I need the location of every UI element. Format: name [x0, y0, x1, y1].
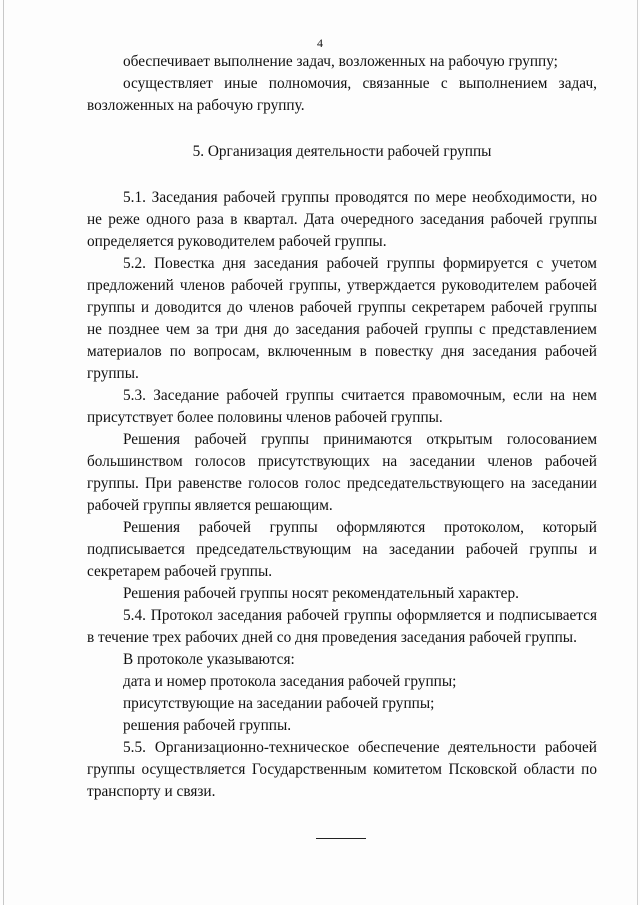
spacer: [87, 163, 597, 187]
spacer: [87, 117, 597, 141]
paragraph-voting: Решения рабочей группы принимаются открытым голосованием большинством голосов присутствующих на заседании членов рабочей группы. При равенстве голосов голос председательствующего на заседании рабочей группы является решающим.: [87, 431, 597, 514]
paragraph-5-2: 5.2. Повестка дня заседания рабочей группы формируется с учетом предложений членов рабочей группы, утверждается руководителем рабочей группы и доводится до членов рабочей группы секретарем рабочей группы не позднее чем за три дня до заседания рабочей группы с представлением материалов по вопросам, включенным в повестку дня заседания рабочей группы.: [87, 255, 597, 382]
paragraph-duty-2: осуществляет иные полномочия, связанные с выполнением задач, возложенных на рабочую группу.: [87, 75, 597, 114]
paragraph-5-3: 5.3. Заседание рабочей группы считается правомочным, если на нем присутствует более половины членов рабочей группы.: [87, 387, 597, 426]
paragraph-5-5: 5.5. Организационно-техническое обеспечение деятельности рабочей группы осуществляется Государственным комитетом Псковской области по транспорту и связи.: [87, 739, 597, 800]
document-body: [87, 51, 597, 803]
end-of-document-rule: [316, 838, 366, 839]
list-item-date-number: дата и номер протокола заседания рабочей группы;: [123, 673, 457, 690]
list-item-decisions: решения рабочей группы.: [123, 717, 292, 734]
paragraph-protocol: Решения рабочей группы оформляются протоколом, который подписывается председательствующим на заседании рабочей группы и секретарем рабочей группы.: [87, 519, 597, 580]
paragraph-advisory: Решения рабочей группы носят рекомендательный характер.: [123, 585, 519, 602]
section-title: 5. Организация деятельности рабочей группы: [192, 143, 492, 160]
paragraph-protocol-contents: В протоколе указываются:: [123, 651, 295, 668]
page-edge-left: [3, 0, 4, 905]
list-item-attendees: присутствующие на заседании рабочей группы;: [123, 695, 435, 712]
paragraph-duty-1: обеспечивает выполнение задач, возложенных на рабочую группу;: [123, 53, 558, 70]
paragraph-5-4: 5.4. Протокол заседания рабочей группы оформляется и подписывается в течение трех рабочих дней со дня проведения заседания рабочей группы.: [87, 607, 597, 646]
page-edge-right: [637, 0, 638, 905]
paragraph-5-1: 5.1. Заседания рабочей группы проводятся по мере необходимости, но не реже одного раза в квартал. Дата очередного заседания рабочей группы определяется руководителем рабочей группы.: [87, 189, 597, 250]
page-number: 4: [317, 36, 323, 50]
